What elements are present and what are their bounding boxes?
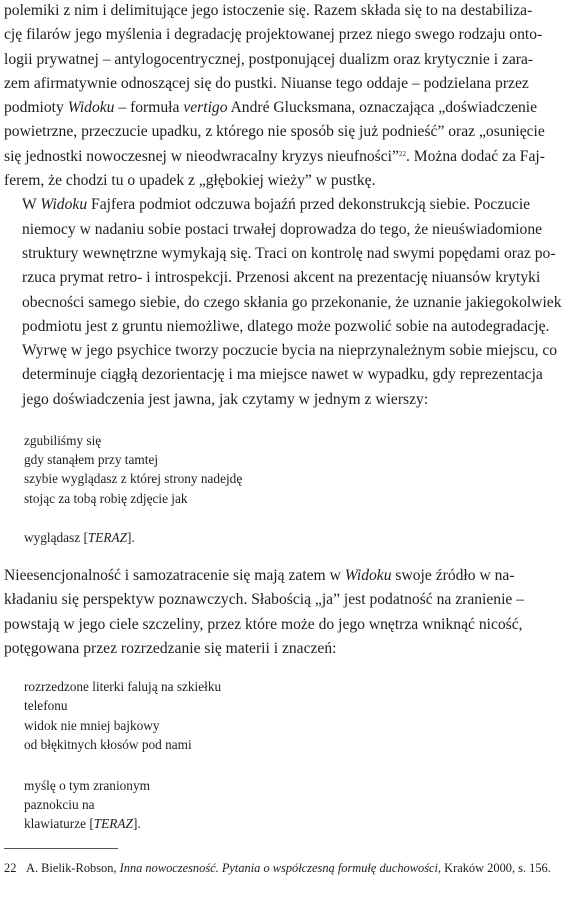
text-line: Wyrwę w jego psychice tworzy poczucie bycia na nieprzynależnym sobie miejscu, co xyxy=(22,342,558,360)
poem-stanza xyxy=(24,528,566,547)
text-line: niemocy w nadaniu sobie postaci trwałej doprowadza do tego, że nieuświadomione xyxy=(22,220,543,238)
text-line: ferem, że chodzi tu o upadek z „głębokiej wieży” w pustkę. xyxy=(4,172,376,190)
text-line: podmiotu jest z gruntu niemożliwe, dlatego może pozwolić sobie na autodegradację. xyxy=(22,317,550,335)
footnote-book-title: Inna nowoczesność. Pytania o współczesną formułę duchowości xyxy=(119,861,438,875)
text-line: podmioty Widoku – formuła vertigo André Glucksmana, oznaczająca „doświadczenie xyxy=(4,99,538,117)
poem-line: wyglądasz [TERAZ]. xyxy=(24,529,135,545)
page-body xyxy=(4,0,566,834)
italic-title: Widoku xyxy=(40,196,88,214)
text-line: się jednostki nowoczesnej w nieodwracalny kryzys nieufności”$^{22}$. Można dodać za Faj- xyxy=(4,147,545,165)
paragraph-2 xyxy=(4,193,566,412)
poem-line: od błękitnych kłosów pod nami xyxy=(24,736,192,752)
poem-stanza xyxy=(24,431,566,508)
italic-title: Widoku xyxy=(67,99,115,117)
paragraph-3 xyxy=(4,564,566,661)
text-line: logii prywatnej – antylogocentrycznej, postponującej dualizm oraz krytycznie i zara- xyxy=(4,50,534,68)
italic-title: Widoku xyxy=(344,567,392,585)
poem-line: widok nie mniej bajkowy xyxy=(24,717,160,733)
text-line: powstają w jego ciele szczeliny, przez które może do jego wnętrza wniknąć nicość, xyxy=(4,615,523,633)
poem-line: rozrzedzone literki falują na szkiełku xyxy=(24,679,222,695)
poem-line: paznokciu na xyxy=(24,797,95,813)
poem-line: myślę o tym zranionym xyxy=(24,778,150,794)
poem-line: telefonu xyxy=(24,698,68,714)
footnote-ref: 22 xyxy=(398,149,406,158)
text-line: kładaniu się perspektyw poznawczych. Słabością „ja” jest podatność na zranienie – xyxy=(4,591,525,609)
text-line: determinuje ciągłą dezorientację i ma miejsce nawet w wypadku, gdy reprezentacja xyxy=(22,366,543,384)
italic-word: TERAZ xyxy=(93,816,133,832)
poem-line: szybie wyglądasz z której strony nadejdę xyxy=(24,471,243,487)
text-line: obecności samego siebie, do czego skłania go przekonanie, że uznanie jakiegokolwiek xyxy=(22,293,562,311)
text-line: rzuca prymat retro- i introspekcji. Przenosi akcent na prezentację niuansów krytyki xyxy=(22,269,541,287)
poem-line: gdy stanąłem przy tamtej xyxy=(24,452,159,468)
poem-stanza xyxy=(24,776,566,834)
footnote-divider xyxy=(4,848,118,849)
text-line: Nieesencjonalność i samozatracenie się mają zatem w Widoku swoje źródło w na- xyxy=(4,567,515,585)
text-line: polemiki z nim i delimitujące jego istoczenie się. Razem składa się to na destabiliza- xyxy=(4,2,533,19)
text-line: powietrzne, przeczucie upadku, z którego nie sposób się już podnieść” oraz „osunięcie xyxy=(4,123,545,141)
poem-stanza xyxy=(24,677,566,754)
footnote: 22 A. Bielik-Robson, Inna nowoczesność. Pytania o współczesną formułę duchowości, Kraków 2000, s. 156. xyxy=(4,861,551,875)
poem-line: zgubiliśmy się xyxy=(24,433,102,449)
text-line: zem afirmatywnie odnoszącej się do pustki. Niuanse tego oddaje – podzielana przez xyxy=(4,74,529,92)
poem-quote-2 xyxy=(4,677,566,833)
poem-line: stojąc za tobą robię zdjęcie jak xyxy=(24,490,188,506)
italic-term: vertigo xyxy=(183,99,228,117)
text-line: cję filarów jego myślenia i degradację projektowanej przez niego swego rodzaju onto- xyxy=(4,26,543,44)
footnote-number: 22 xyxy=(4,861,17,875)
italic-word: TERAZ xyxy=(87,529,128,545)
poem-quote-1 xyxy=(4,431,566,547)
paragraph-1 xyxy=(4,0,566,193)
poem-line: klawiaturze [TERAZ]. xyxy=(24,816,141,832)
text-line: W Widoku Fajfera podmiot odczuwa bojaźń przed dekonstrukcją siebie. Poczucie xyxy=(22,196,531,214)
text-line: potęgowana przez rozrzedzanie się materii i znaczeń: xyxy=(4,639,337,657)
text-line: struktury wewnętrzne wymykają się. Traci on kontrolę nad swymi popędami oraz po- xyxy=(22,244,556,262)
text-line: jego doświadczenia jest jawna, jak czytamy w jednym z wierszy: xyxy=(22,390,429,408)
